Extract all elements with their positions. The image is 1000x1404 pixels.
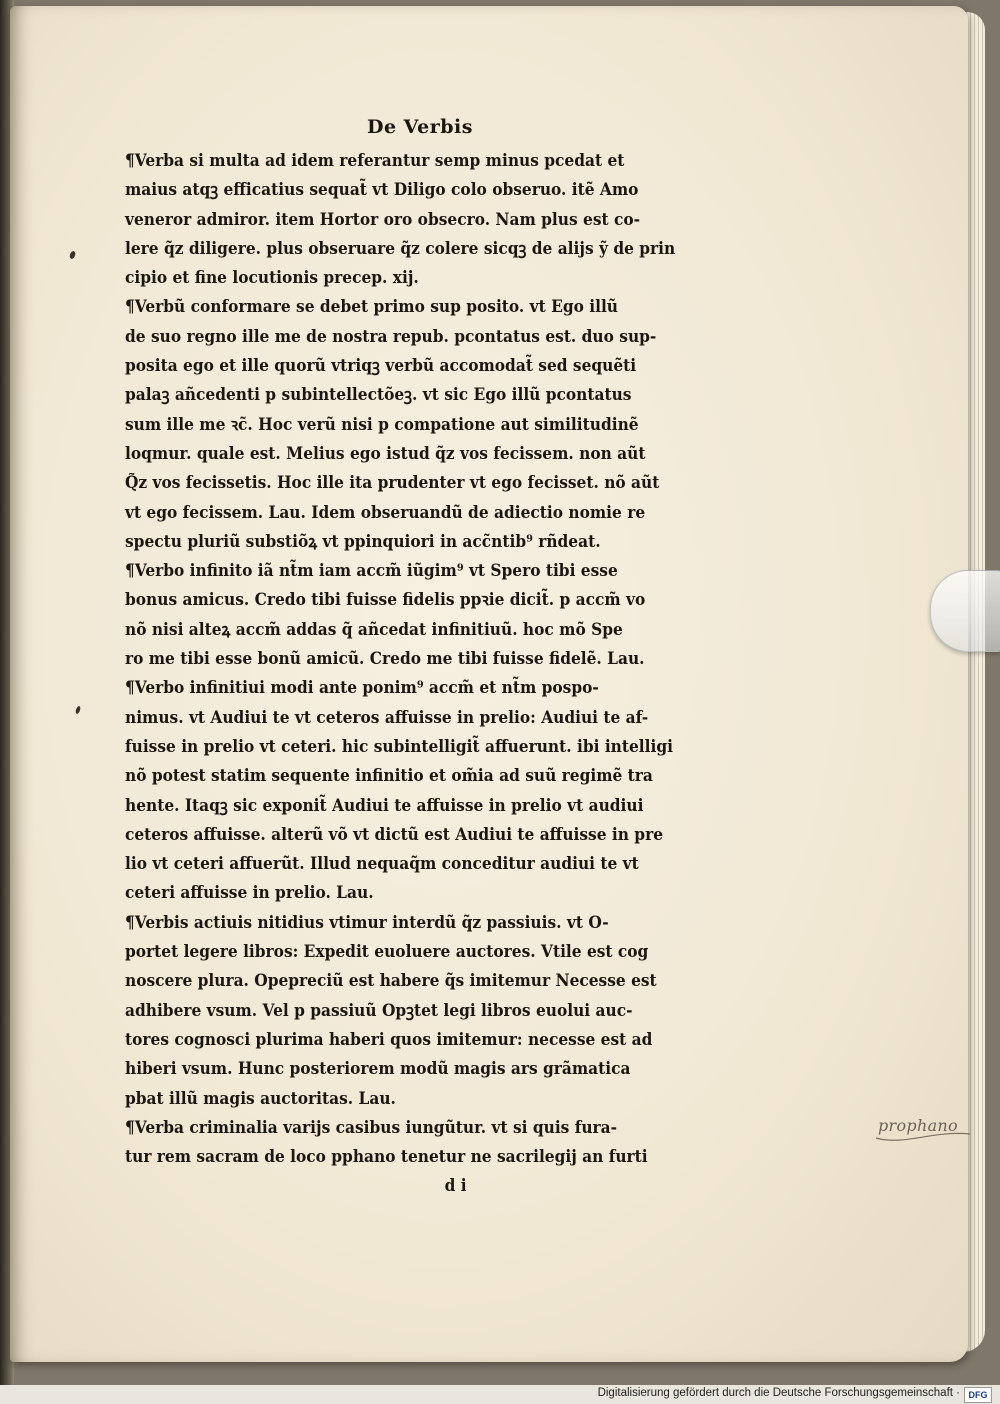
- signature-mark: d i: [444, 1176, 467, 1196]
- text-line: nõ nisi alteꝝ accm̃ addas q̃ añcedat infinitiuũ. hoc mõ Spe: [125, 619, 623, 639]
- text-line: spectu pluriũ substiõꝝ vt ppinquiori in acc̃ntib⁹ rñdeat.: [125, 531, 601, 551]
- text-line: veneror admiror. item Hortor oro obsecro. Nam plus est co-: [125, 209, 641, 229]
- text-line: ro me tibi esse bonũ amicũ. Credo me tibi fuisse fidelẽ. Lau.: [125, 649, 645, 669]
- text-line: cipio et fine locutionis precep. xij.: [125, 268, 419, 288]
- text-line: tores cognosci plurima haberi quos imitemur: necesse est ad: [125, 1029, 653, 1049]
- text-line: noscere plura. Opepreciũ est habere q̃s imitemur Necesse est: [125, 971, 657, 991]
- footer-credit: Digitalisierung gefördert durch die Deutsche Forschungsgemeinschaft ·: [597, 1387, 960, 1399]
- text-line: ¶Verba criminalia varijs casibus iungũtur. vt si quis fura-: [125, 1117, 618, 1137]
- text-line: Q̃z vos fecissetis. Hoc ille ita prudenter vt ego fecisset. nõ aũt: [125, 473, 660, 493]
- text-line: hiberi vsum. Hunc posteriorem modũ magis ars grãmatica: [125, 1059, 631, 1079]
- text-line: ¶Verbo infinitiui modi ante ponim⁹ accm̃ et nt̃m pospo-: [125, 678, 599, 698]
- text-line: adhibere vsum. Vel p passiuũ Opꝫtet legi libros euolui auc-: [125, 1000, 633, 1020]
- text-line: nimus. vt Audiui te vt ceteros affuisse in prelio: Audiui te af-: [125, 707, 649, 727]
- text-line: lio vt ceteri affuerũt. Illud nequaq̃m conceditur audiui te vt: [125, 854, 639, 874]
- text-line: ¶Verbis actiuis nitidius vtimur interdũ q̃z passiuis. vt O-: [125, 912, 609, 932]
- margin-note-text: prophano: [878, 1116, 958, 1135]
- text-line: pbat illũ magis auctoritas. Lau.: [125, 1088, 396, 1108]
- text-line: bonus amicus. Credo tibi fuisse fidelis ppꝛie dicit̃. p accm̃ vo: [125, 590, 646, 610]
- text-line: lere q̃z diligere. plus obseruare q̃z colere sicqꝫ de alijs ỹ de prin: [125, 238, 676, 258]
- text-line: posita ego et ille quorũ vtriqꝫ verbũ accomodat̃ sed sequẽti: [125, 356, 637, 376]
- text-line: nõ potest statim sequente infinitio et om̃ia ad suũ regimẽ tra: [125, 766, 653, 786]
- text-line: sum ille me ꝛc̃. Hoc verũ nisi p compatione aut similitudinẽ: [125, 414, 639, 434]
- text-line: de suo regno ille me de nostra repub. pcontatus est. duo sup-: [125, 326, 657, 346]
- text-line: ¶Verbo infinito iã nt̃m iam accm̃ iũgim⁹ vt Spero tibi esse: [125, 561, 618, 581]
- text-line: vt ego fecissem. Lau. Idem obseruandũ de adiectio nomie re: [125, 502, 646, 522]
- text-line: loqmur. quale est. Melius ego istud q̃z vos fecissem. non aũt: [125, 443, 646, 463]
- text-line: ceteri affuisse in prelio. Lau.: [125, 883, 374, 903]
- text-line: ¶Verba si multa ad idem referantur semp minus pcedat et: [125, 151, 625, 170]
- footer-bar: [0, 1385, 1000, 1404]
- margin-mark: [69, 250, 76, 259]
- book-page: [10, 6, 968, 1362]
- text-line: portet legere libros: Expedit euoluere auctores. Vtile est cog: [125, 942, 649, 962]
- page-header: De Verbis: [367, 116, 473, 138]
- margin-note: [878, 1116, 958, 1135]
- page-clip: [930, 570, 1000, 652]
- text-line: ¶Verbũ conformare se debet primo sup posito. vt Ego illũ: [125, 297, 619, 317]
- text-block: [125, 146, 710, 1201]
- text-line: ceteros affuisse. alterũ võ vt dictũ est Audiui te affuisse in pre: [125, 824, 664, 844]
- text-line: fuisse in prelio vt ceteri. hic subintelligit̃ affuerunt. ibi intelligi: [125, 736, 673, 756]
- text-line: hente. Itaqꝫ sic exponit̃ Audiui te affuisse in prelio vt audiui: [125, 795, 644, 815]
- text-line: palaꝫ añcedenti p subintellectõeꝫ. vt sic Ego illũ pcontatus: [125, 385, 632, 405]
- text-line: tur rem sacram de loco pphano tenetur ne sacrilegij an furti: [125, 1147, 648, 1167]
- text-line: maius atqꝫ efficatius sequat̃ vt Diligo colo obseruo. itẽ Amo: [125, 180, 639, 200]
- margin-mark: [75, 706, 81, 715]
- dfg-logo: DFG: [964, 1387, 992, 1403]
- margin-note-flourish: [874, 1126, 974, 1146]
